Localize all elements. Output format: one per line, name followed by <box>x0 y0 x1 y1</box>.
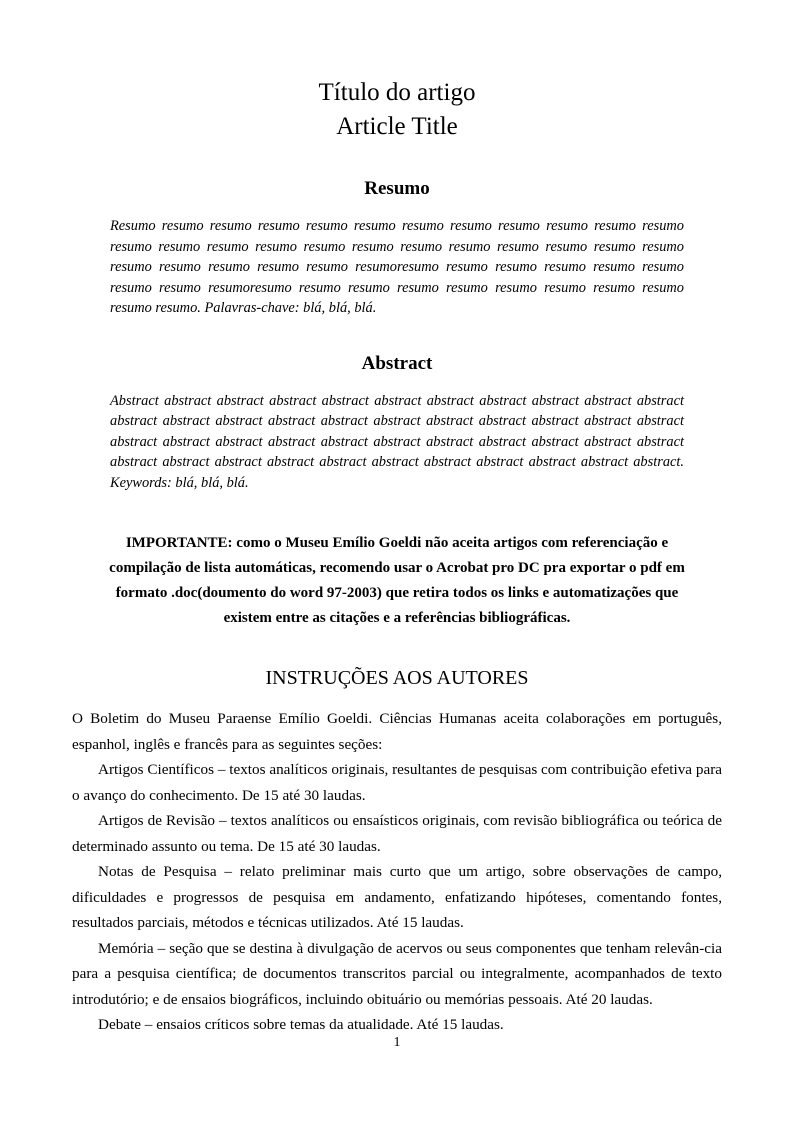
page-subtitle: Article Title <box>336 113 458 140</box>
body-paragraph: Artigos Científicos – textos analíticos originais, resultantes de pesquisas com contribuição efetiva para o avanço do conhecimento. De 15 até 30 laudas. <box>72 761 722 804</box>
body-paragraph: Memória – seção que se destina à divulgação de acervos ou seus componentes que tenham relevân-cia para a pesquisa científica; de documentos transcritos parcial ou integralmente, acompanhados de texto introdutório; e de ensaios biográficos, incluindo obituário ou memórias pessoais. Até 20 laudas. <box>72 939 722 1008</box>
body-paragraph: Notas de Pesquisa – relato preliminar mais curto que um artigo, sobre observações de campo, dificuldades e progressos de pesquisa em andamento, enfatizando hipóteses, comentando fontes, resultados parciais, métodos e técnicas utilizados. Até 15 laudas. <box>72 863 722 931</box>
body-paragraph: Debate – ensaios críticos sobre temas da atualidade. Até 15 laudas. <box>98 1016 504 1033</box>
instructions-body <box>72 706 722 1038</box>
body-paragraph: O Boletim do Museu Paraense Emílio Goeldi. Ciências Humanas aceita colaborações em português, espanhol, inglês e francês para as seguintes seções: <box>72 710 722 753</box>
page-title: Título do artigo <box>318 79 476 106</box>
instructions-heading: INSTRUÇÕES AOS AUTORES <box>265 667 529 689</box>
resumo-block <box>110 216 684 319</box>
page-number: 1 <box>393 1035 401 1050</box>
abstract-paragraph: Abstract abstract abstract abstract abstract abstract abstract abstract abstract abstract abstract abstract abstract abstract abstract abstract abstract abstract abstract abstract abstract abstract abstract abstract abstract abstract abstract abstract abstract abstract abstract abstract abstract abstract abstract abstract abstract abstract abstract abstract abstract abstract abstract abstract. Keywords: blá, blá, blá. <box>110 392 684 491</box>
abstract-heading: Abstract <box>361 352 433 374</box>
body-paragraph: Artigos de Revisão – textos analíticos ou ensaísticos originais, com revisão bibliográfica ou teórica de determinado assunto ou tema. De 15 até 30 laudas. <box>72 812 722 855</box>
resumo-heading: Resumo <box>364 178 430 199</box>
important-notice: IMPORTANTE: como o Museu Emílio Goeldi não aceita artigos com referenciação e compilação de lista automáticas, recomendo usar o Acrobat pro DC pra exportar o pdf em formato .doc(doumento do word 97-2003) que retira todos os links e automatizações que existem entre as citações e a referências bibliográficas. <box>109 535 685 626</box>
title-block <box>72 76 722 144</box>
abstract-block <box>110 391 684 494</box>
resumo-paragraph: Resumo resumo resumo resumo resumo resumo resumo resumo resumo resumo resumo resumo resumo resumo resumo resumo resumo resumo resumo resumo resumo resumo resumo resumo resumo resumo resumo resumo resumo resumoresumo resumo resumo resumo resumo resumo resumo resumo resumoresumo resumo resumo resumo resumo resumo resumo resumo resumo resumo resumo. Palavras-chave: blá, blá, blá. <box>110 218 684 316</box>
